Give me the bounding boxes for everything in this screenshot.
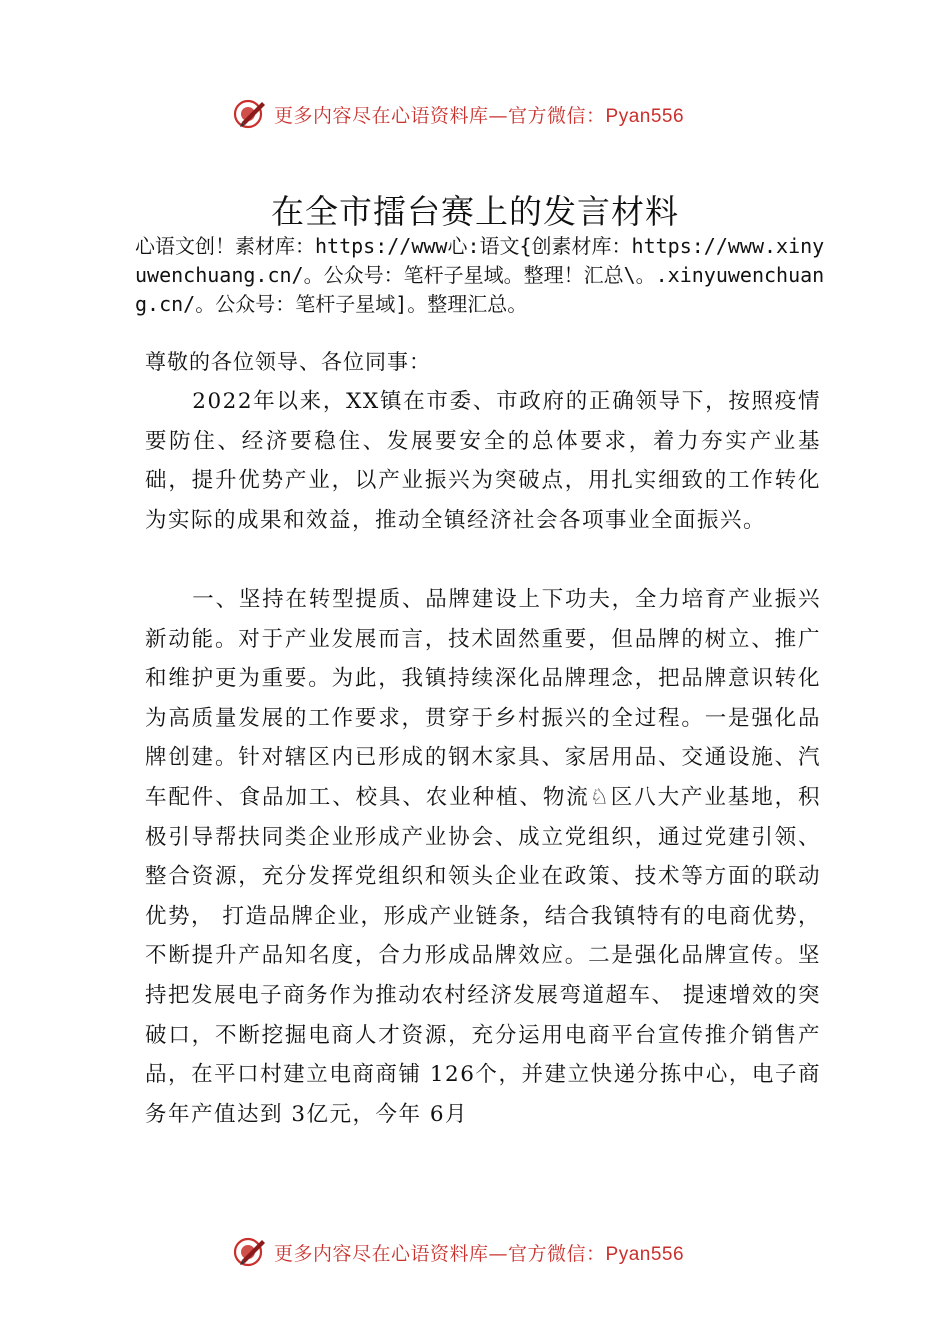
- source-note: 心语文创！素材库：https://www心:语文{创素材库：https://www.xinyuwenchuang.cn/。公众号：笔杆子星域。整理！汇总\。.xinyuwenchuang.cn/。公众号：笔杆子星域]。整理汇总。: [135, 234, 825, 316]
- wechat-id: Pyan556: [605, 105, 685, 127]
- salutation: 尊敬的各位领导、各位同事：: [145, 350, 431, 374]
- banner-text: 更多内容尽在心语资料库—官方微信：Pyan556: [274, 104, 685, 127]
- pen-logo-icon: [232, 96, 268, 132]
- body-paragraph: 2022年以来，XX镇在市委、市政府的正确领导下，按照疫情要防住、经济要稳住、发展要安全的总体要求，着力夯实产业基础，提升优势产业，以产业振兴为突破点，用扎实细致的工作转化为实际的成果和效益，推动全镇经济社会各项事业全面振兴。: [145, 389, 821, 533]
- document-title: 在全市擂台赛上的发言材料: [271, 192, 679, 231]
- footer-banner: [232, 1232, 684, 1272]
- wechat-id: Pyan556: [605, 1243, 685, 1265]
- banner-text: 更多内容尽在心语资料库—官方微信：Pyan556: [274, 1242, 685, 1265]
- pen-logo-icon: [232, 1234, 268, 1270]
- body-paragraph: 一、坚持在转型提质、品牌建设上下功夫，全力培育产业振兴新动能。对于产业发展而言，技术固然重要，但品牌的树立、推广和维护更为重要。为此，我镇持续深化品牌理念，把品牌意识转化为高质量发展的工作要求，贯穿于乡村振兴的全过程。一是强化品牌创建。针对辖区内已形成的钢木家具、家居用品、交通设施、汽车配件、食品加工、校具、农业种植、物流♘区八大产业基地，积极引导帮扶同类企业形成产业协会、成立党组织，通过党建引领、整合资源，充分发挥党组织和领头企业在政策、技术等方面的联动优势， 打造品牌企业，形成产业链条，结合我镇特有的电商优势， 不断提升产品知名度，合力形成品牌效应。二是强化品牌宣传。坚持把发展电子商务作为推动农村经济发展弯道超车、 提速增效的突破口，不断挖掘电商人才资源，充分运用电商平台宣传推介销售产品，在平口村建立电商商铺 126个，并建立快递分拣中心，电子商务年产值达到 3亿元，今年 6月: [145, 587, 821, 1127]
- header-banner: [232, 94, 684, 134]
